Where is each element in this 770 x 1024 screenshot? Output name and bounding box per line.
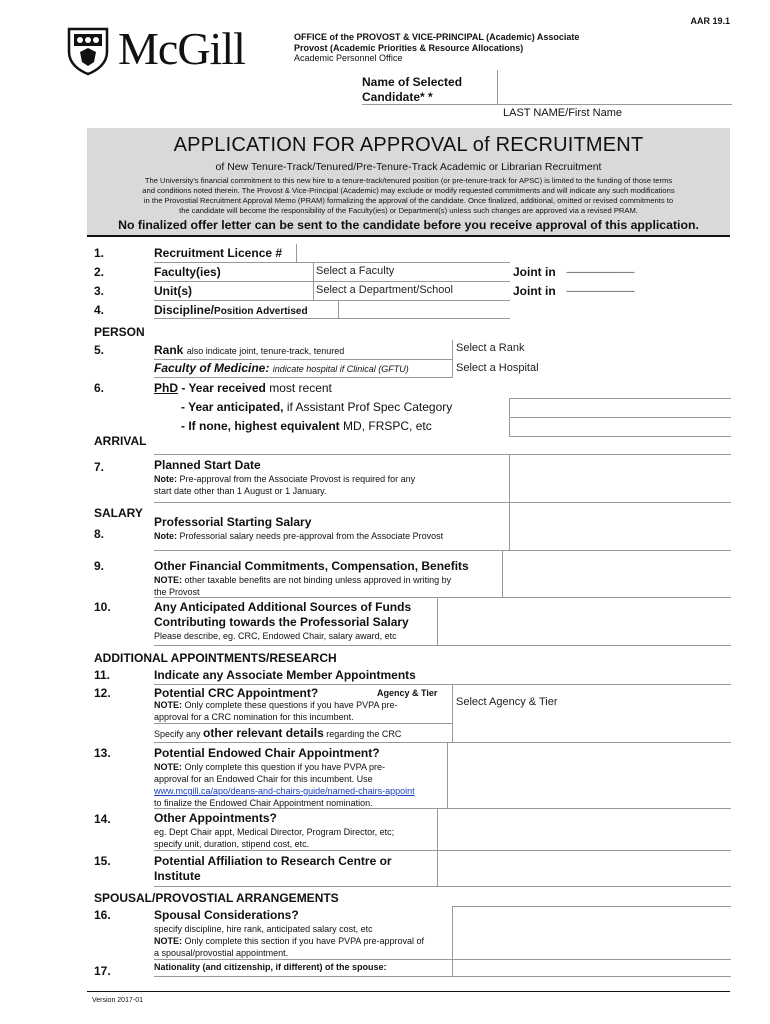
other-appointments-note: eg. Dept Chair appt, Medical Director, Program Director, etc; <box>154 827 395 837</box>
regarding-crc-text: regarding the CRC <box>326 729 402 739</box>
faculty-of-medicine-label <box>154 361 409 375</box>
candidate-label-2: Candidate* * <box>362 90 433 104</box>
year-anticipated-note: if Assistant Prof Spec Category <box>286 400 453 414</box>
highest-equivalent-note: MD, FRSPC, etc <box>343 419 432 433</box>
associate-member-label: Indicate any Associate Member Appointments <box>154 668 416 682</box>
crc-details-label <box>154 726 401 740</box>
item-number: 8. <box>94 527 105 541</box>
note-label: Note: <box>154 474 177 484</box>
funds-note: Please describe, eg. CRC, Endowed Chair, salary award, etc <box>154 631 397 641</box>
discipline-label-text: Discipline/ <box>154 303 215 317</box>
item-number: 15. <box>94 854 111 868</box>
position-advertised-label: Position Advertised <box>214 306 308 317</box>
most-recent-text: most recent <box>269 381 332 395</box>
item-number: 2. <box>94 265 105 279</box>
financial-note-text: other taxable benefits are not binding unless approved in writing by <box>184 575 452 585</box>
office-line1: OFFICE of the PROVOST & VICE-PRINCIPAL (Academic) Associate <box>294 32 580 42</box>
joint-in-faculty-input[interactable]: ---------------------------------- <box>566 267 634 277</box>
planned-start-date-label: Planned Start Date <box>154 458 261 472</box>
item-number: 16. <box>94 908 111 922</box>
start-date-note-2: start date other than 1 August or 1 January. <box>154 486 327 496</box>
candidate-label: Name of Selected <box>362 75 463 89</box>
item-number: 11. <box>94 668 111 682</box>
research-centre-label: Potential Affiliation to Research Centre or <box>154 854 392 868</box>
agency-tier-label: Agency & Tier <box>377 688 438 698</box>
item-number: 4. <box>94 303 105 317</box>
section-additional-appointments: ADDITIONAL APPOINTMENTS/RESEARCH <box>94 651 337 665</box>
other-details-text: other relevant details <box>203 726 324 740</box>
spousal-note-text: Only complete this section if you have PVPA pre-approval of <box>184 936 424 946</box>
crc-note-2: approval for a CRC nomination for this incumbent. <box>154 712 354 722</box>
item-number: 6. <box>94 381 105 395</box>
joint-in-unit-input[interactable]: ---------------------------------- <box>566 286 634 296</box>
item-number: 17. <box>94 964 111 978</box>
note-label: NOTE: <box>154 936 182 946</box>
year-anticipated-label <box>181 400 452 414</box>
warning-text: No finalized offer letter can be sent to the candidate before you receive approval of this application. <box>118 218 699 232</box>
item-number: 14. <box>94 812 111 826</box>
form-title: APPLICATION FOR APPROVAL of RECRUITMENT <box>173 134 644 156</box>
form-code: AAR 19.1 <box>690 16 730 26</box>
item-number: 12. <box>94 686 111 700</box>
additional-funds-label: Any Anticipated Additional Sources of Funds <box>154 600 412 614</box>
recruitment-licence-input[interactable] <box>297 244 507 262</box>
endowed-note <box>154 762 385 772</box>
item-number: 7. <box>94 460 105 474</box>
item-number: 10. <box>94 600 111 614</box>
crc-note <box>154 700 397 710</box>
research-centre-label-2: Institute <box>154 869 201 883</box>
banner <box>87 128 730 236</box>
item-number: 5. <box>94 343 105 357</box>
endowed-chair-input[interactable] <box>448 743 730 807</box>
section-salary: SALARY <box>94 506 143 520</box>
recruitment-licence-label: Recruitment Licence # <box>154 246 283 260</box>
highest-equivalent-input[interactable] <box>510 418 730 436</box>
mcgill-crest-icon <box>66 26 110 76</box>
starting-salary-label: Professorial Starting Salary <box>154 515 312 529</box>
other-appointments-input[interactable] <box>438 809 730 849</box>
phd-year-received-label <box>154 381 332 395</box>
nationality-input[interactable] <box>453 960 730 976</box>
salary-note-text: Professorial salary needs pre-approval from the Associate Provost <box>179 531 444 541</box>
discipline-label <box>154 303 308 317</box>
endowed-note-2: approval for an Endowed Chair for this incumbent. Use <box>154 774 373 784</box>
endowed-note-text: Only complete this question if you have PVPA pre- <box>184 762 385 772</box>
spousal-note-3: a spousal/provostial appointment. <box>154 948 289 958</box>
other-financial-input[interactable] <box>503 551 730 597</box>
rank-note: also indicate joint, tenure-track, tenured <box>186 346 345 356</box>
additional-funds-label-2: Contributing towards the Professorial Salary <box>154 615 409 629</box>
specify-any-text: Specify any <box>154 729 201 739</box>
joint-in-label: Joint in <box>513 284 556 298</box>
section-arrival: ARRIVAL <box>94 434 147 448</box>
nationality-label: Nationality (and citizenship, if different) of the spouse: <box>154 962 387 972</box>
salary-note <box>154 531 443 541</box>
office-line3: Academic Personnel Office <box>294 53 403 63</box>
rank-label <box>154 343 344 357</box>
form-subtitle: of New Tenure-Track/Tenured/Pre-Tenure-Track Academic or Librarian Recruitment <box>215 161 602 173</box>
other-financial-label: Other Financial Commitments, Compensation, Benefits <box>154 559 469 573</box>
item-number: 13. <box>94 746 111 760</box>
year-received-text: - Year received <box>181 381 266 395</box>
note-label: NOTE: <box>154 700 182 710</box>
hospital-note: indicate hospital if Clinical (GFTU) <box>272 364 409 374</box>
note-label: NOTE: <box>154 575 182 585</box>
banner-paragraph-3: in the Provostial Recruitment Approval Memo (PRAM) formalizing the approval of the candidate. Once finalized, additional, omitted or revised commitments to <box>143 196 674 205</box>
year-anticipated-text: - Year anticipated, <box>181 400 284 414</box>
department-select[interactable]: Select a Department/School <box>316 284 453 296</box>
phd-label: PhD <box>154 381 178 395</box>
other-appointments-label: Other Appointments? <box>154 811 277 825</box>
start-date-note-text: Pre-approval from the Associate Provost is required for any <box>179 474 416 484</box>
year-anticipated-input[interactable] <box>510 399 730 417</box>
crc-note-text: Only complete these questions if you have PVPA pre- <box>184 700 398 710</box>
banner-paragraph-2: and conditions noted therein. The Provost & Vice-Principal (Academic) may exclude or modify requested commitments and will indicate any such modifications <box>142 186 675 195</box>
financial-note-2: the Provost <box>154 587 200 597</box>
agency-tier-select[interactable]: Select Agency & Tier <box>456 696 558 708</box>
additional-funds-input[interactable] <box>438 598 730 644</box>
crc-appointment-label: Potential CRC Appointment? <box>154 686 319 700</box>
item-number: 1. <box>94 246 105 260</box>
rank-select[interactable]: Select a Rank <box>456 342 525 354</box>
section-person: PERSON <box>94 325 145 339</box>
spousal-note: specify discipline, hire rank, anticipated salary cost, etc <box>154 924 373 934</box>
version-label: Version 2017-01 <box>92 997 143 1004</box>
banner-paragraph-4: the candidate will become the responsibility of the Faculty(ies) or Department(s) unless such changes are approved via a revised PRAM. <box>179 206 638 215</box>
discipline-input[interactable] <box>339 300 509 318</box>
faculty-label: Faculty(ies) <box>154 265 221 279</box>
spousal-input[interactable] <box>453 907 730 959</box>
named-chairs-link[interactable]: www.mcgill.ca/apo/deans-and-chairs-guide/named-chairs-appoint <box>154 786 415 796</box>
endowed-note-3: to finalize the Endowed Chair Appointment nomination. <box>154 798 373 808</box>
banner-paragraph-1: The University's financial commitment to this new hire to a tenure-track/tenured position (or pre-tenure-track for APSC) is limited to the funding of those terms <box>144 176 673 185</box>
rank-label-text: Rank <box>154 343 184 357</box>
office-line2: Provost (Academic Priorities & Resource Allocations) <box>294 43 524 53</box>
hospital-select[interactable]: Select a Hospital <box>456 362 539 374</box>
highest-equivalent-label <box>181 419 432 433</box>
joint-in-label: Joint in <box>513 265 556 279</box>
spousal-label: Spousal Considerations? <box>154 908 299 922</box>
start-date-note <box>154 474 415 484</box>
candidate-name-input[interactable] <box>498 70 730 104</box>
mcgill-logo: McGill <box>118 23 245 74</box>
starting-salary-input[interactable] <box>510 503 730 549</box>
faculty-of-medicine-text: Faculty of Medicine: <box>154 361 270 375</box>
note-label: NOTE: <box>154 762 182 772</box>
item-number: 9. <box>94 559 105 573</box>
section-spousal: SPOUSAL/PROVOSTIAL ARRANGEMENTS <box>94 891 339 905</box>
note-label: Note: <box>154 531 177 541</box>
endowed-chair-label: Potential Endowed Chair Appointment? <box>154 746 380 760</box>
spousal-note-2 <box>154 936 424 946</box>
unit-label: Unit(s) <box>154 284 192 298</box>
faculty-select[interactable]: Select a Faculty <box>316 265 395 277</box>
highest-equivalent-text: - If none, highest equivalent <box>181 419 340 433</box>
research-centre-input[interactable] <box>438 851 730 885</box>
financial-note <box>154 575 451 585</box>
candidate-hint: LAST NAME/First Name <box>503 107 622 119</box>
other-appointments-note-2: specify unit, duration, stipend cost, etc. <box>154 839 310 849</box>
start-date-input[interactable] <box>510 455 730 501</box>
item-number: 3. <box>94 284 105 298</box>
